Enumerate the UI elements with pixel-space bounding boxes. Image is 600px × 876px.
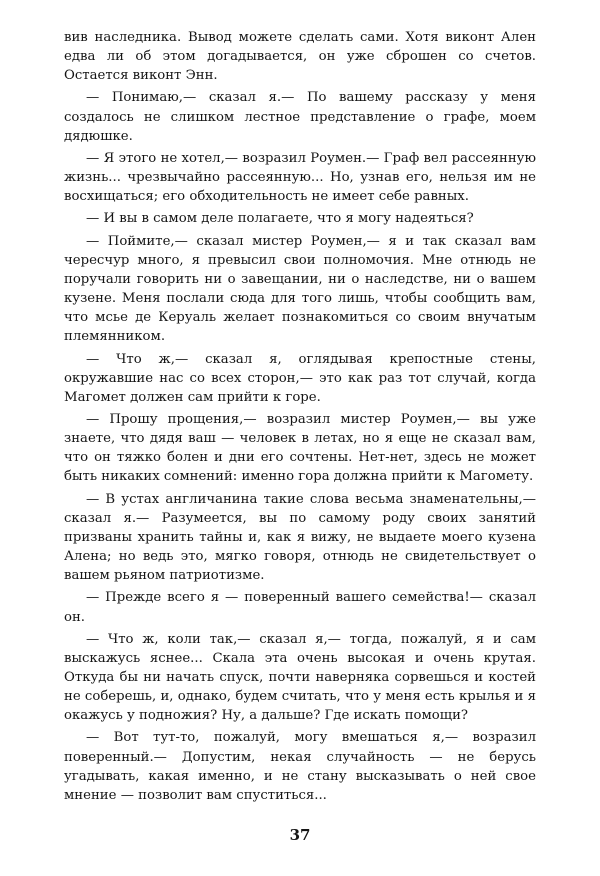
text-block: [64, 28, 536, 808]
paragraph-8: — В устах англичанина такие слова весьма знаменательны,— сказал я.— Разумеется, вы по самому роду своих занятий призваны хранить тайны и, как я вижу, не выдаете моего кузена Алена; но ведь это, мягко говоря, отнюдь не свидетельствует о вашем рьяном патриотизме.: [64, 491, 536, 584]
paragraph-9: — Прежде всего я — поверенный вашего семейства!— сказал он.: [64, 590, 536, 625]
paragraph-4: — И вы в самом деле полагаете, что я могу надеяться?: [86, 211, 474, 227]
page-number: 37: [289, 826, 311, 844]
paragraph-6: — Что ж,— сказал я, оглядывая крепостные стены, окружавшие нас со всех сторон,— это как раз тот случай, когда Магомет должен сам прийти к горе.: [64, 351, 536, 405]
paragraph-10: — Что ж, коли так,— сказал я,— тогда, пожалуй, я и сам выскажусь яснее... Скала эта очень высокая и очень крутая. Откуда бы ни начать спуск, почти наверняка сорвешься и костей не соберешь, и, однако, будем считать, что у меня есть крылья и я окажусь у подножия? Ну, а дальше? Где искать помощи?: [64, 631, 536, 724]
paragraph-3: — Я этого не хотел,— возразил Роумен.— Граф вел рассеянную жизнь... чрезвычайно рассеянную... Но, узнав его, нельзя им не восхищаться; его обходительность не имеет себе равных.: [64, 150, 536, 205]
paragraph-7: — Прошу прощения,— возразил мистер Роумен,— вы уже знаете, что дядя ваш — человек в летах, но я еще не сказал вам, что он тяжко болен и дни его сочтены. Нет-нет, здесь не может быть никаких сомнений: именно гора должна прийти к Магомету.: [64, 411, 536, 485]
paragraph-11: — Вот тут-то, пожалуй, могу вмешаться я,— возразил поверенный.— Допустим, некая случайность — не берусь угадывать, какая именно, и не стану высказывать о ней свое мнение — позволит вам спуститься...: [64, 730, 536, 803]
paragraph-1: вив наследника. Вывод можете сделать сами. Хотя виконт Ален едва ли об этом догадывается, он уже сброшен со счетов. Остается виконт Энн.: [64, 30, 536, 84]
paragraph-2: — Понимаю,— сказал я.— По вашему рассказу у меня создалось не слишком лестное представление о графе, моем дядюшке.: [64, 90, 536, 144]
paragraph-5: — Поймите,— сказал мистер Роумен,— я и так сказал вам чересчур много, я превысил свои полномочия. Мне отнюдь не поручали говорить ни о завещании, ни о наследстве, ни о вашем кузене. Меня послали сюда для того лишь, чтобы сообщить вам, что мсье де Керуаль желает познакомиться со своим внучатым племянником.: [64, 233, 536, 345]
